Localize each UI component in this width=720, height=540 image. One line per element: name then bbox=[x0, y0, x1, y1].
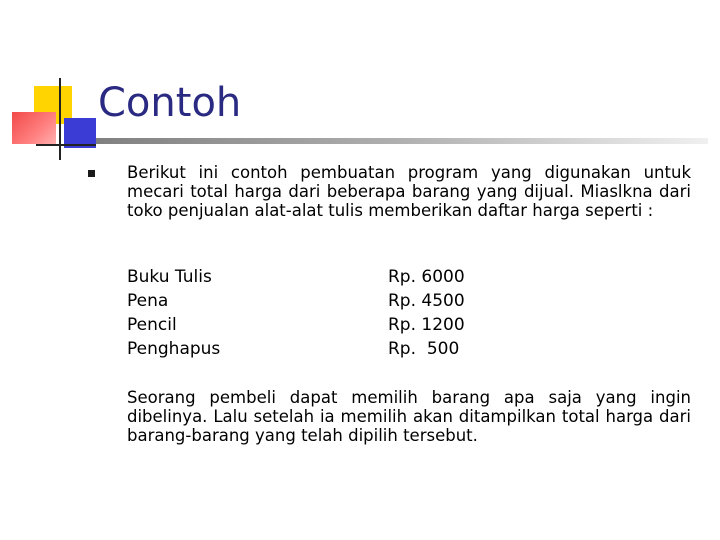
price-row bbox=[127, 313, 507, 337]
item-price: Rp. 6000 bbox=[388, 267, 465, 287]
item-name: Penghapus bbox=[127, 339, 221, 359]
price-list bbox=[127, 265, 507, 361]
logo-squares-icon bbox=[0, 0, 100, 170]
bullet-square-icon bbox=[88, 170, 95, 177]
item-price: Rp. 500 bbox=[388, 339, 460, 359]
item-name: Pencil bbox=[127, 315, 177, 335]
logo-red-square bbox=[12, 112, 56, 144]
logo-vertical-line bbox=[59, 78, 61, 160]
price-row bbox=[127, 337, 507, 361]
item-price: Rp. 1200 bbox=[388, 315, 465, 335]
price-row bbox=[127, 265, 507, 289]
logo-horizontal-line bbox=[36, 144, 96, 146]
price-row bbox=[127, 289, 507, 313]
item-name: Buku Tulis bbox=[127, 267, 212, 287]
title-underline bbox=[96, 138, 708, 144]
item-price: Rp. 4500 bbox=[388, 291, 465, 311]
slide-title: Contoh bbox=[98, 80, 242, 126]
intro-paragraph: Berikut ini contoh pembuatan program yang digunakan untuk mecari total harga dari beberapa barang yang dijual. Miaslkna dari toko penjualan alat-alat tulis memberikan daftar harga seperti : bbox=[127, 163, 691, 220]
item-name: Pena bbox=[127, 291, 169, 311]
conclusion-paragraph: Seorang pembeli dapat memilih barang apa saja yang ingin dibelinya. Lalu setelah ia memilih akan ditampilkan total harga dari barang-barang yang telah dipilih tersebut. bbox=[127, 388, 691, 445]
